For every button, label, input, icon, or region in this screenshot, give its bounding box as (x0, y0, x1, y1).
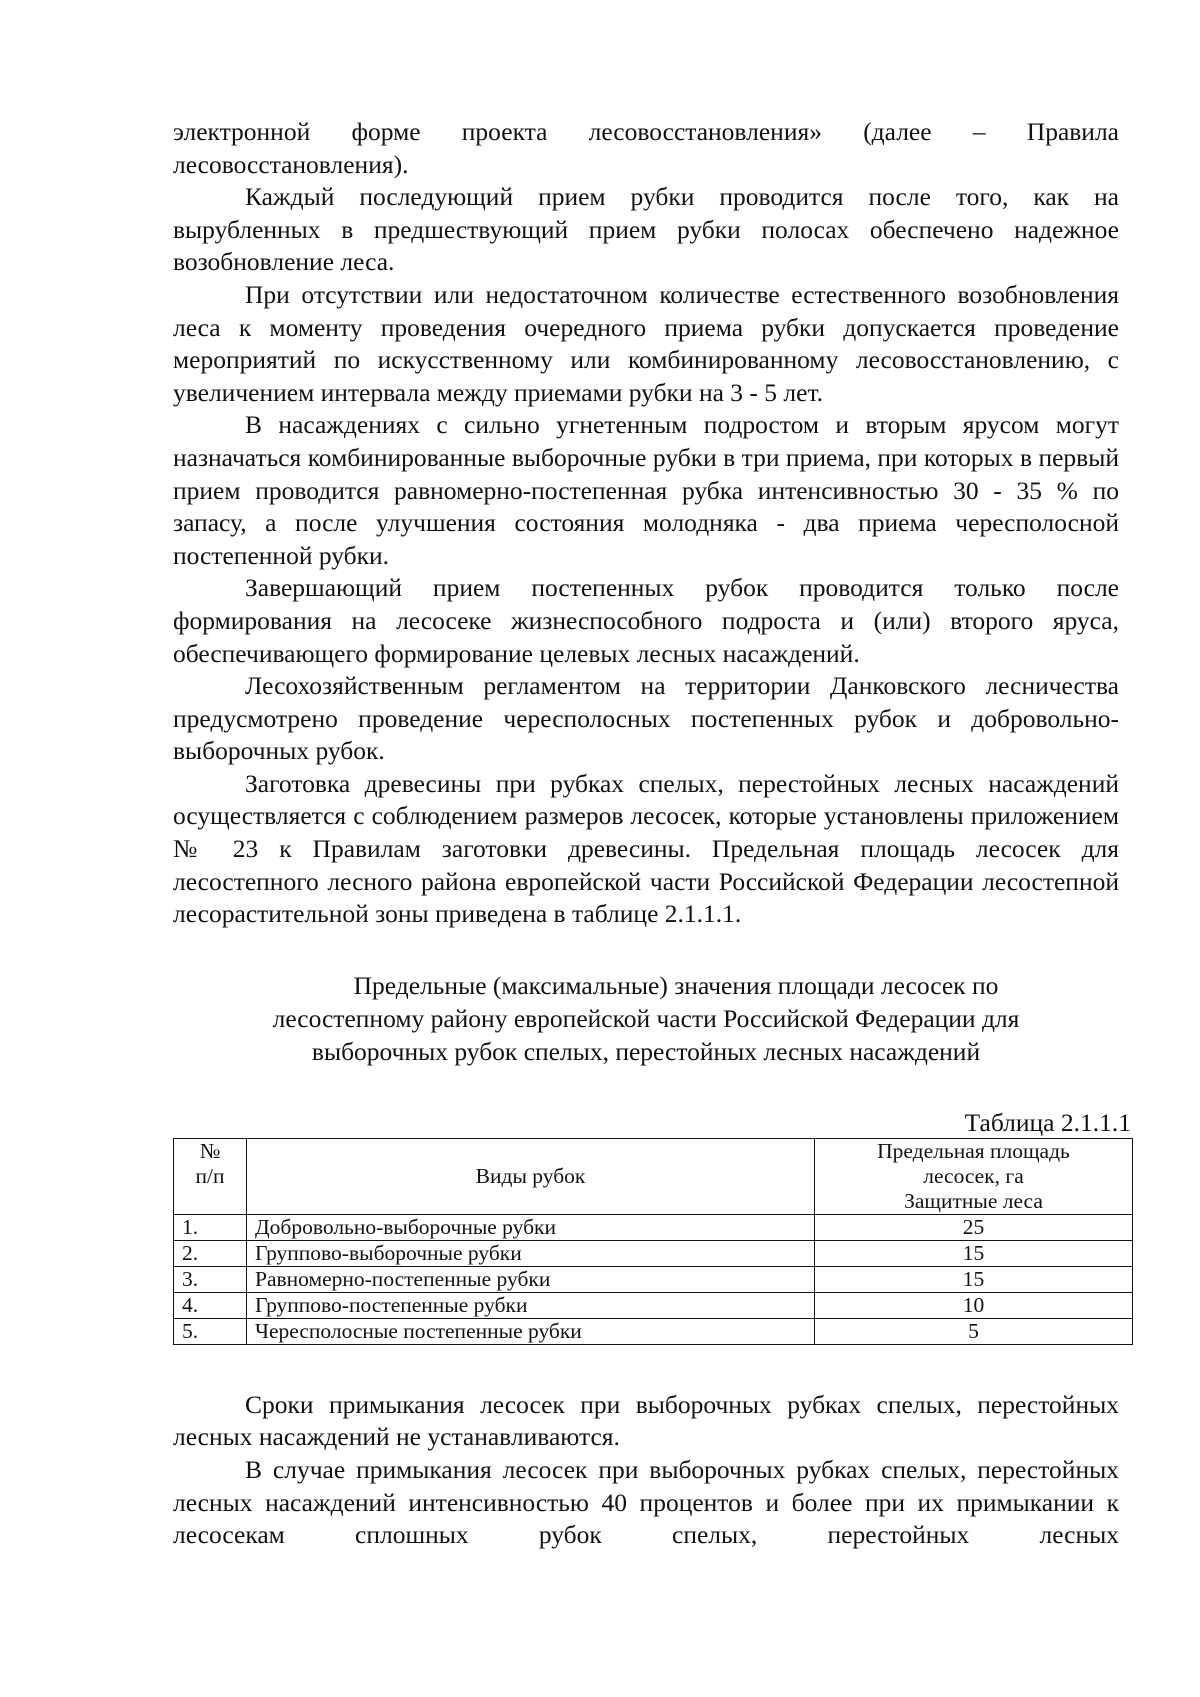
header-number (174, 1138, 247, 1214)
row-max-area: 5 (815, 1318, 1133, 1344)
row-max-area: 15 (815, 1240, 1133, 1266)
paragraph: В насаждениях с сильно угнетенным подростом и вторым ярусом могут назначаться комбинированные выборочные рубки в три приема, при которых в первый прием проводится равномерно-постепенная рубка интенсивностью 30 - 35 % по запасу, а после улучшения состояния молодняка - два приема чересполосной постепенной рубки. (173, 410, 1119, 570)
table-row (174, 1292, 1133, 1318)
header-area-line: Предельная площадь (877, 1138, 1070, 1163)
cutting-area-table (173, 1138, 1133, 1345)
paragraph: При отсутствии или недостаточном количестве естественного возобновления леса к моменту проведения очередного приема рубки допускается проведение мероприятий по искусственному или комбинированному лесовосстановлению, с увеличением интервала между приемами рубки на 3 - 5 лет. (173, 279, 1119, 407)
row-max-area: 10 (815, 1292, 1133, 1318)
row-cutting-type: Группово-выборочные рубки (247, 1240, 815, 1266)
table-number: Таблица 2.1.1.1 (964, 1107, 1131, 1137)
header-number-sign: № (199, 1138, 221, 1163)
table-row (174, 1318, 1133, 1344)
row-cutting-type: Чересполосные постепенные рубки (247, 1318, 815, 1344)
table-title-line: выборочных рубок спелых, перестойных лесных насаждений (311, 1036, 981, 1066)
paragraph: Сроки примыкания лесосек при выборочных рубках спелых, перестойных лесных насаждений не устанавливаются. (173, 1389, 1119, 1452)
row-cutting-type: Группово-постепенные рубки (247, 1292, 815, 1318)
row-number: 5. (174, 1318, 247, 1344)
table-row (174, 1266, 1133, 1292)
header-area-line: Защитные леса (904, 1188, 1043, 1213)
row-number: 4. (174, 1292, 247, 1318)
header-area-line: лесосек, га (923, 1163, 1024, 1188)
table-header-row (174, 1138, 1133, 1214)
header-number-abbr: п/п (195, 1163, 225, 1188)
row-number: 3. (174, 1266, 247, 1292)
table-title (173, 969, 1119, 1068)
paragraph: Каждый последующий прием рубки проводится после того, как на вырубленных в предшествующий прием рубки полосах обеспечено надежное возобновление леса. (173, 182, 1119, 277)
row-number: 2. (174, 1240, 247, 1266)
paragraph-continuation: электронной форме проекта лесовосстановления» (далее – Правила лесовосстановления). (173, 117, 1119, 179)
table-row (174, 1214, 1133, 1240)
document-page (173, 116, 1131, 1552)
row-max-area: 15 (815, 1266, 1133, 1292)
row-number: 1. (174, 1214, 247, 1240)
closing-section (173, 1389, 1119, 1552)
header-cutting-type: Виды рубок (247, 1138, 815, 1214)
paragraph: Завершающий прием постепенных рубок проводится только после формирования на лесосеке жизнеспособного подроста и (или) второго яруса, обеспечивающего формирование целевых лесных насаждений. (173, 573, 1119, 668)
paragraph: Лесохозяйственным регламентом на территории Данковского лесничества предусмотрено проведение чересполосных постепенных рубок и добровольно-выборочных рубок. (173, 671, 1119, 766)
table-title-line: лесостепному району европейской части Российской Федерации для (272, 1003, 1020, 1033)
row-max-area: 25 (815, 1214, 1133, 1240)
paragraph: Заготовка древесины при рубках спелых, перестойных лесных насаждений осуществляется с соблюдением размеров лесосек, которые установлены приложением № 23 к Правилам заготовки древесины. Предельная площадь лесосек для лесостепного лесного района европейской части Российской Федерации лесостепной лесорастительной зоны приведена в таблице 2.1.1.1. (173, 768, 1119, 929)
row-cutting-type: Добровольно-выборочные рубки (247, 1214, 815, 1240)
paragraph: В случае примыкания лесосек при выборочных рубках спелых, перестойных лесных насаждений интенсивностью 40 процентов и более при их примыкании к лесосекам сплошных рубок спелых, перестойных лесных (173, 1455, 1119, 1550)
table-title-line: Предельные (максимальные) значения площади лесосек по (353, 970, 999, 1000)
header-max-area (815, 1138, 1133, 1214)
table-row (174, 1240, 1133, 1266)
row-cutting-type: Равномерно-постепенные рубки (247, 1266, 815, 1292)
